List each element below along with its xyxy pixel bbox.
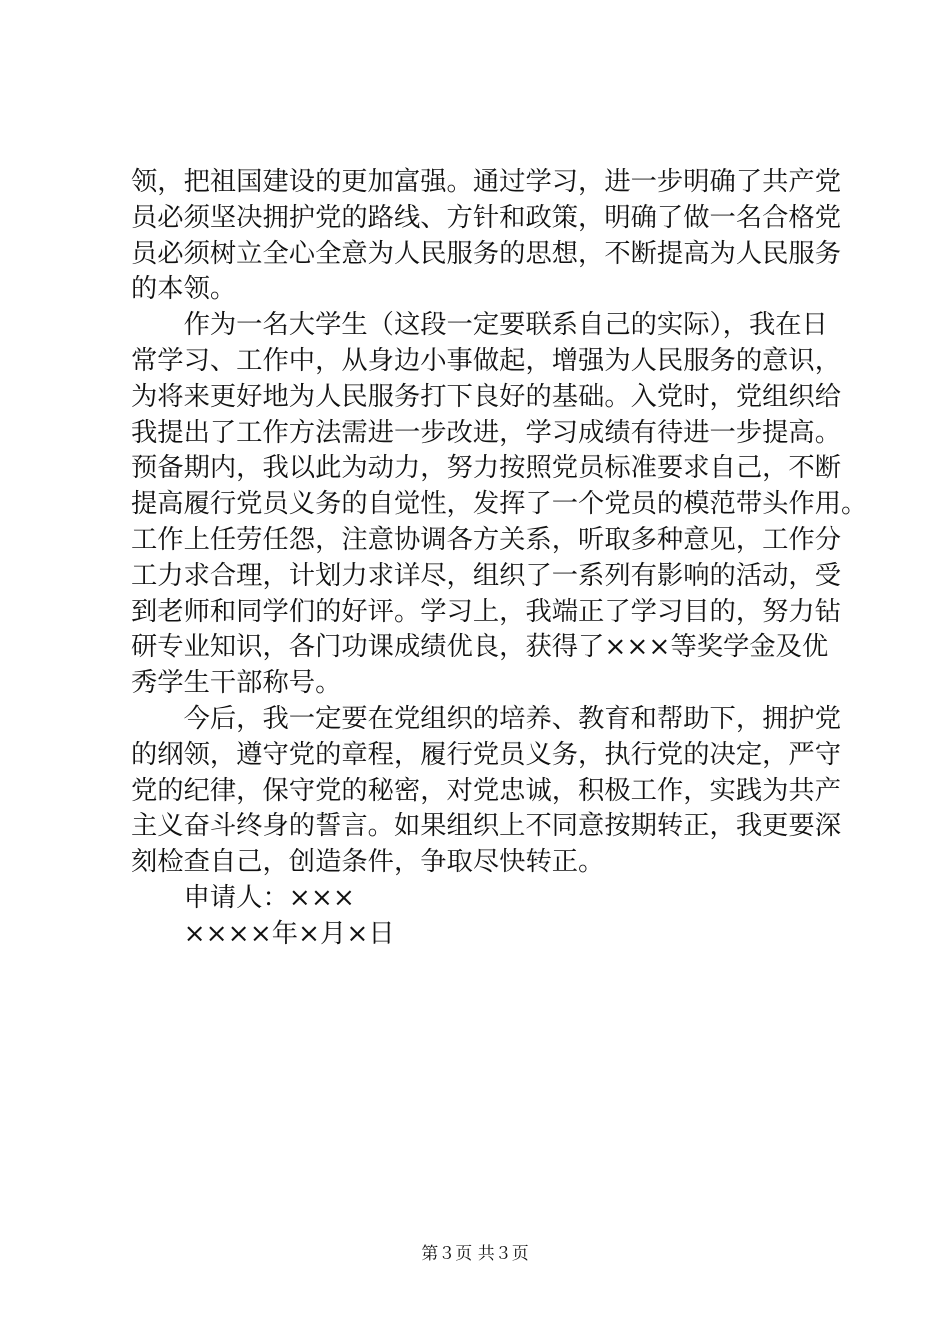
text-line: 党的纪律，保守党的秘密，对党忠诚，积极工作，实践为共产	[131, 775, 842, 806]
document-body	[131, 165, 868, 953]
text-line: 主义奋斗终身的誓言。如果组织上不同意按期转正，我更要深	[131, 811, 842, 842]
text-line: 我提出了工作方法需进一步改进，学习成绩有待进一步提高。	[131, 417, 842, 448]
text-line: 的纲领，遵守党的章程，履行党员义务，执行党的决定，严守	[131, 739, 842, 770]
text-line: 员必须树立全心全意为人民服务的思想，不断提高为人民服务	[131, 238, 842, 269]
text-line: 员必须坚决拥护党的路线、方针和政策，明确了做一名合格党	[131, 202, 842, 233]
text-line: 预备期内，我以此为动力，努力按照党员标准要求自己，不断	[131, 453, 842, 484]
text-line: 到老师和同学们的好评。学习上，我端正了学习目的，努力钻	[131, 596, 842, 627]
text-line: 秀学生干部称号。	[131, 668, 342, 699]
applicant-line: 申请人：×××	[131, 882, 355, 913]
text-line: 研专业知识，各门功课成绩优良，获得了×××等奖学金及优	[131, 632, 829, 663]
text-line: 提高履行党员义务的自觉性，发挥了一个党员的模范带头作用。	[131, 489, 868, 520]
date-line: ××××年×月×日	[131, 918, 395, 949]
text-line: 工力求合理，计划力求详尽，组织了一系列有影响的活动，受	[131, 560, 842, 591]
text-line: 常学习、工作中，从身边小事做起，增强为人民服务的意识，	[131, 345, 842, 376]
text-line: 刻检查自己，创造条件，争取尽快转正。	[131, 847, 605, 878]
text-line: 为将来更好地为人民服务打下良好的基础。入党时，党组织给	[131, 381, 842, 412]
page-number-footer: 第３页 共３页	[421, 1244, 529, 1264]
text-line: 工作上任劳任怨，注意协调各方关系，听取多种意见，工作分	[131, 524, 842, 555]
text-line: 作为一名大学生（这段一定要联系自己的实际），我在日	[131, 310, 828, 341]
text-line: 今后，我一定要在党组织的培养、教育和帮助下，拥护党	[131, 703, 842, 734]
text-line: 的本领。	[131, 274, 237, 305]
text-line: 领，把祖国建设的更加富强。通过学习，进一步明确了共产党	[131, 167, 842, 197]
